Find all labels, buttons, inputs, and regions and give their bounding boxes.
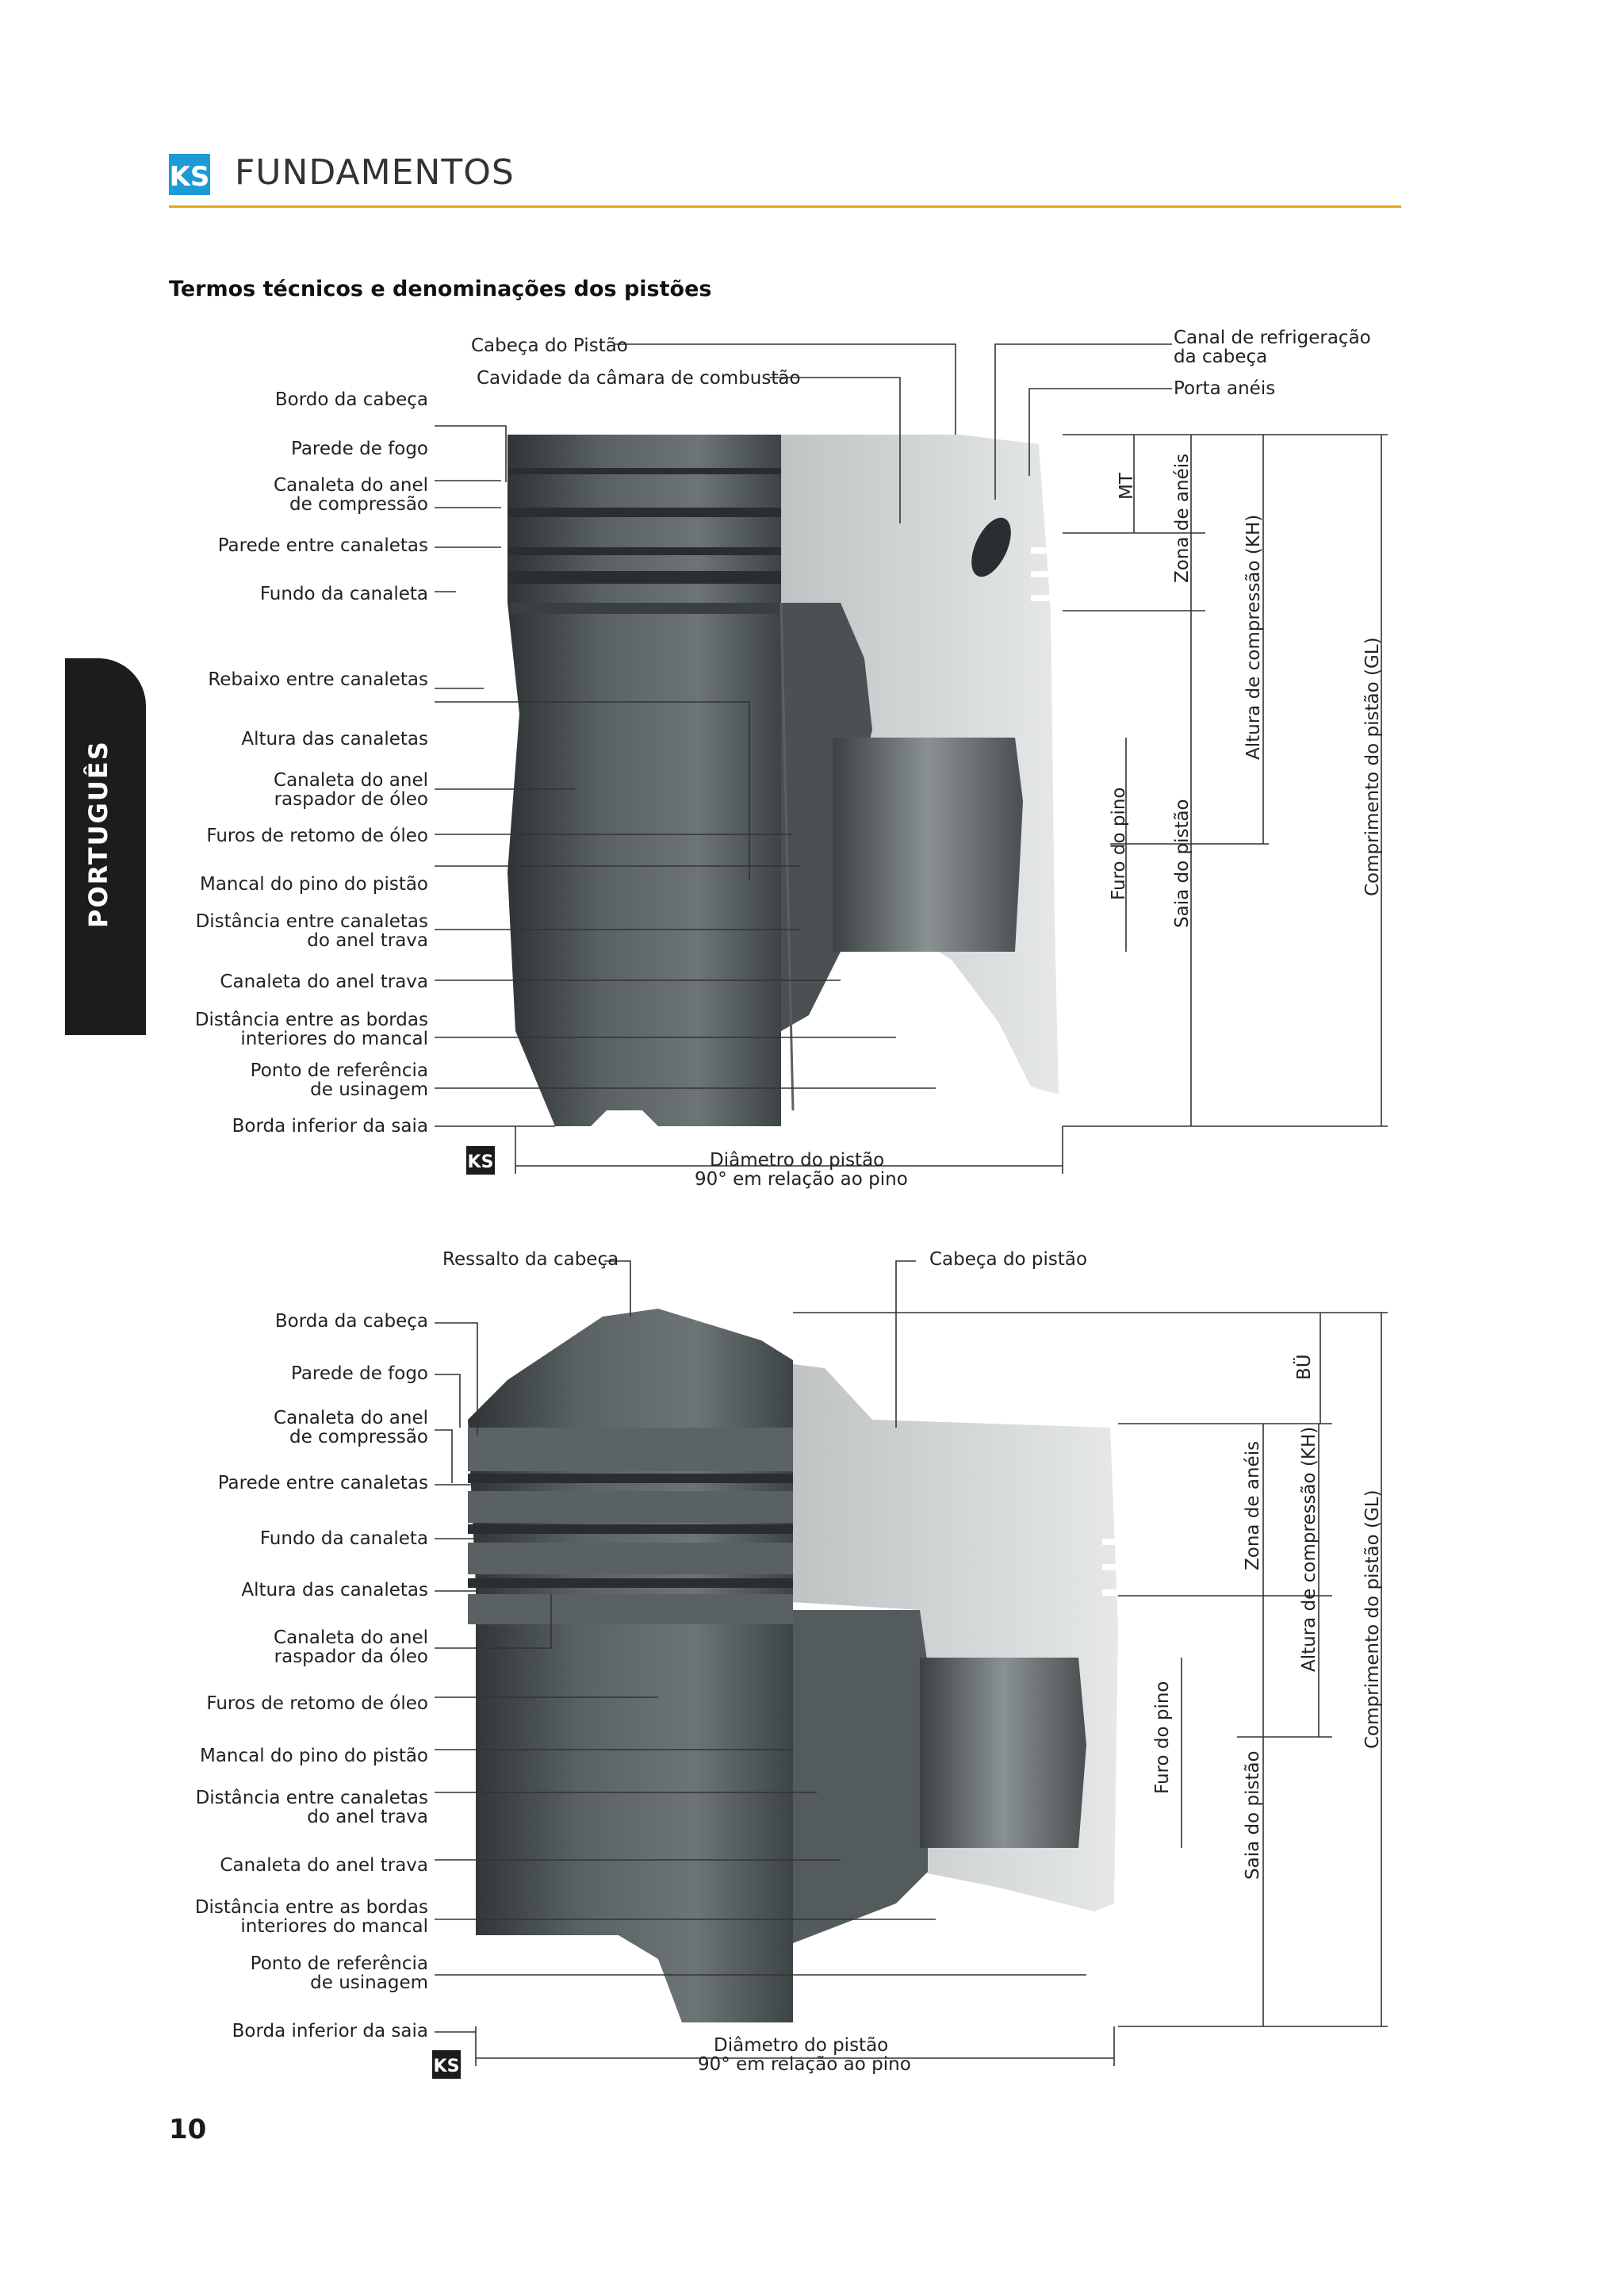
d2-vlabel-zona-aneis: Zona de anéis bbox=[1243, 1440, 1263, 1570]
d2-vlabel-comprimento: Comprimento do pistão (GL) bbox=[1362, 1489, 1383, 1749]
d1-label-rebaixo-canaletas: Rebaixo entre canaletas bbox=[208, 669, 428, 690]
d1-vlabel-mt: MT bbox=[1116, 473, 1137, 500]
d1-label-canaleta-raspador-1: Canaleta do anel bbox=[274, 770, 428, 791]
d1-label-distancia-bordas-2: interiores do mancal bbox=[240, 1029, 428, 1049]
d2-label-ponto-referencia-2: de usinagem bbox=[310, 1972, 428, 1993]
d1-label-furos-retomo: Furos de retomo de óleo bbox=[206, 826, 428, 846]
label-canal-refrigeracao-line1: Canal de refrigeração bbox=[1174, 328, 1371, 348]
d1-label-fundo-canaleta: Fundo da canaleta bbox=[259, 584, 428, 604]
d2-label-distancia-bordas-1: Distância entre as bordas bbox=[194, 1897, 428, 1918]
label-cavidade-camara: Cavidade da câmara de combustão bbox=[477, 368, 801, 389]
d2-label-distancia-bordas-2: interiores do mancal bbox=[240, 1916, 428, 1937]
d2-vlabel-bu: BÜ bbox=[1294, 1354, 1315, 1380]
d2-vlabel-saia: Saia do pistão bbox=[1243, 1750, 1263, 1880]
page-number: 10 bbox=[169, 2114, 207, 2145]
d1-vlabel-comprimento: Comprimento do pistão (GL) bbox=[1362, 637, 1383, 896]
piston-2-illustration bbox=[468, 1309, 1126, 2022]
page-header-title: FUNDAMENTOS bbox=[235, 152, 515, 193]
brand-mini-logo-1 bbox=[466, 1146, 495, 1175]
d2-label-altura-canaletas: Altura das canaletas bbox=[241, 1580, 428, 1601]
svg-text:KS: KS bbox=[467, 1152, 494, 1172]
d1-label-canaleta-compressao-1: Canaleta do anel bbox=[274, 475, 428, 496]
d1-label-mancal-pino: Mancal do pino do pistão bbox=[199, 874, 428, 895]
d2-label-canaleta-anel-trava: Canaleta do anel trava bbox=[220, 1855, 428, 1876]
d1-label-distancia-bordas-1: Distância entre as bordas bbox=[194, 1010, 428, 1030]
d2-vlabel-furo-pino: Furo do pino bbox=[1152, 1681, 1173, 1794]
d1-label-parede-fogo: Parede de fogo bbox=[291, 439, 428, 459]
label-porta-aneis: Porta anéis bbox=[1174, 378, 1276, 399]
d2-label-distancia-canaletas-2: do anel trava bbox=[307, 1807, 428, 1827]
d2-label-fundo-canaleta: Fundo da canaleta bbox=[259, 1528, 428, 1549]
d2-label-diametro-1: Diâmetro do pistão bbox=[714, 2035, 889, 2056]
d1-vlabel-altura-compressao: Altura de compressão (KH) bbox=[1243, 514, 1264, 760]
d1-vlabel-furo-pino: Furo do pino bbox=[1109, 787, 1129, 900]
d1-label-distancia-canaletas-1: Distância entre canaletas bbox=[195, 911, 428, 932]
d2-label-canaleta-raspador-2: raspador da óleo bbox=[274, 1647, 428, 1667]
d2-label-parede-fogo: Parede de fogo bbox=[291, 1363, 428, 1384]
d1-label-canaleta-compressao-2: de compressão bbox=[289, 494, 428, 515]
piston-1-illustration bbox=[508, 435, 1059, 1126]
d1-label-distancia-canaletas-2: do anel trava bbox=[307, 930, 428, 951]
d2-label-borda-cabeca: Borda da cabeça bbox=[274, 1311, 428, 1332]
d1-label-diametro-1: Diâmetro do pistão bbox=[710, 1150, 885, 1171]
brand-mini-logo-2 bbox=[432, 2050, 461, 2079]
d2-vlabel-altura-compressao: Altura de compressão (KH) bbox=[1299, 1426, 1320, 1672]
d2-label-ponto-referencia-1: Ponto de referência bbox=[250, 1953, 428, 1974]
section-title: Termos técnicos e denominações dos pistões bbox=[169, 277, 712, 301]
d1-label-canaleta-raspador-2: raspador de óleo bbox=[274, 789, 428, 810]
d2-label-cabeca-pistao: Cabeça do pistão bbox=[929, 1249, 1088, 1270]
d1-label-borda-inferior-saia: Borda inferior da saia bbox=[232, 1116, 428, 1137]
d1-label-ponto-referencia-1: Ponto de referência bbox=[250, 1060, 428, 1081]
d2-label-furos-retomo: Furos de retomo de óleo bbox=[206, 1693, 428, 1714]
d1-label-diametro-2: 90° em relação ao pino bbox=[695, 1169, 908, 1190]
d2-label-mancal-pino: Mancal do pino do pistão bbox=[199, 1746, 428, 1766]
d2-label-canaleta-compressao-2: de compressão bbox=[289, 1427, 428, 1447]
d2-label-distancia-canaletas-1: Distância entre canaletas bbox=[195, 1788, 428, 1808]
d1-vlabel-zona-aneis: Zona de anéis bbox=[1172, 453, 1193, 583]
d1-label-bordo-cabeca: Bordo da cabeça bbox=[274, 389, 428, 410]
d1-label-parede-entre-canaletas: Parede entre canaletas bbox=[217, 535, 428, 556]
d2-label-diametro-2: 90° em relação ao pino bbox=[698, 2054, 911, 2075]
language-side-tab-label: PORTUGUÊS bbox=[83, 740, 113, 928]
label-canal-refrigeracao-line2: da cabeça bbox=[1174, 347, 1268, 367]
label-cabeca-pistao: Cabeça do Pistão bbox=[471, 335, 628, 356]
d2-label-canaleta-compressao-1: Canaleta do anel bbox=[274, 1408, 428, 1428]
svg-text:KS: KS bbox=[169, 161, 210, 193]
d1-vlabel-saia: Saia do pistão bbox=[1172, 799, 1193, 928]
d1-label-canaleta-anel-trava: Canaleta do anel trava bbox=[220, 972, 428, 992]
d2-label-ressalto-cabeca: Ressalto da cabeça bbox=[442, 1249, 619, 1270]
svg-text:KS: KS bbox=[433, 2057, 460, 2076]
d1-label-ponto-referencia-2: de usinagem bbox=[310, 1079, 428, 1100]
d2-label-parede-entre-canaletas: Parede entre canaletas bbox=[217, 1473, 428, 1493]
d2-label-canaleta-raspador-1: Canaleta do anel bbox=[274, 1627, 428, 1648]
d2-label-borda-inferior-saia: Borda inferior da saia bbox=[232, 2021, 428, 2041]
d1-label-altura-canaletas: Altura das canaletas bbox=[241, 729, 428, 749]
